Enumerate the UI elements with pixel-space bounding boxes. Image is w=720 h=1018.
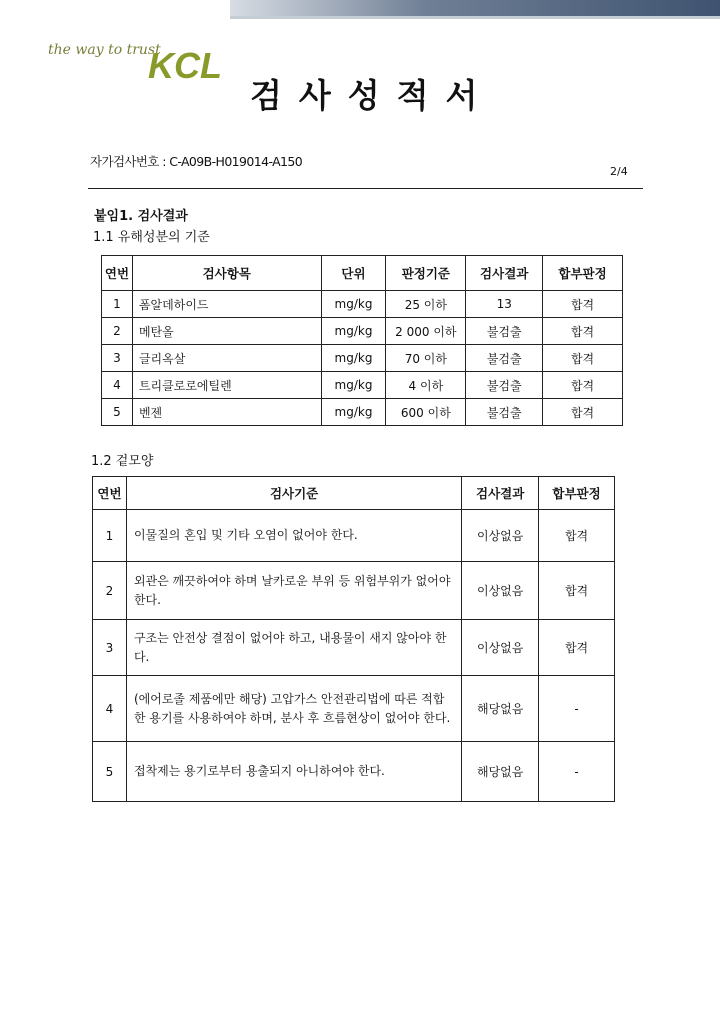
row-criterion: 600 이하 [386, 399, 466, 426]
row-verdict: 합격 [543, 318, 623, 345]
row-result: 불검출 [466, 345, 543, 372]
row-verdict: 합격 [543, 372, 623, 399]
row-no: 5 [102, 399, 133, 426]
row-result: 해당없음 [462, 742, 539, 802]
table-header-row [93, 477, 615, 510]
col-header-verdict: 합부판정 [539, 477, 615, 510]
cert-number-line [90, 152, 302, 170]
row-no: 1 [93, 510, 127, 562]
row-result: 해당없음 [462, 676, 539, 742]
table-row [102, 291, 623, 318]
row-unit: mg/kg [321, 345, 386, 372]
row-item: 메탄올 [132, 318, 321, 345]
row-result: 불검출 [466, 399, 543, 426]
header-bar [230, 0, 720, 16]
row-no: 2 [102, 318, 133, 345]
col-header-result: 검사결과 [466, 256, 543, 291]
row-item: 글리옥살 [132, 345, 321, 372]
col-header-verdict: 합부판정 [543, 256, 623, 291]
col-header-criterion: 판정기준 [386, 256, 466, 291]
col-header-no: 연번 [93, 477, 127, 510]
cert-label: 자가검사번호 : [90, 154, 166, 169]
table-row [102, 372, 623, 399]
row-result: 이상없음 [462, 510, 539, 562]
row-no: 3 [102, 345, 133, 372]
page-title: 검사성적서 [250, 76, 495, 115]
logo-tagline: the way to trust [48, 42, 161, 58]
row-criterion: 접착제는 용기로부터 용출되지 아니하여야 한다. [126, 742, 461, 802]
row-verdict: 합격 [539, 510, 615, 562]
attachment-title: 붙임1. 검사결과 [94, 209, 188, 224]
row-unit: mg/kg [321, 372, 386, 399]
row-criterion: 2 000 이하 [386, 318, 466, 345]
row-no: 5 [93, 742, 127, 802]
col-header-no: 연번 [102, 256, 133, 291]
header-bar-line [230, 16, 720, 19]
table-row [102, 345, 623, 372]
hazardous-substance-table [101, 255, 623, 426]
row-verdict: 합격 [543, 291, 623, 318]
row-no: 2 [93, 562, 127, 620]
table-row [102, 318, 623, 345]
row-criterion: 외관은 깨끗하여야 하며 날카로운 부위 등 위험부위가 없어야 한다. [126, 562, 461, 620]
col-header-result: 검사결과 [462, 477, 539, 510]
row-result: 이상없음 [462, 562, 539, 620]
header-divider [88, 188, 643, 189]
row-verdict: - [539, 676, 615, 742]
appearance-table [92, 476, 615, 802]
row-criterion: (에어로졸 제품에만 해당) 고압가스 안전관리법에 따른 적합한 용기를 사용하여야 하며, 분사 후 흐름현상이 없어야 한다. [126, 676, 461, 742]
row-no: 4 [102, 372, 133, 399]
row-item: 벤젠 [132, 399, 321, 426]
table-row [93, 676, 615, 742]
row-no: 4 [93, 676, 127, 742]
row-criterion: 70 이하 [386, 345, 466, 372]
row-result: 불검출 [466, 372, 543, 399]
page-number: 2/4 [610, 165, 628, 178]
row-verdict: 합격 [539, 620, 615, 676]
row-unit: mg/kg [321, 399, 386, 426]
row-result: 13 [466, 291, 543, 318]
col-header-unit: 단위 [321, 256, 386, 291]
table-row [93, 742, 615, 802]
row-no: 3 [93, 620, 127, 676]
row-result: 불검출 [466, 318, 543, 345]
col-header-criterion: 검사기준 [126, 477, 461, 510]
cert-number: C-A09B-H019014-A150 [169, 154, 303, 169]
row-unit: mg/kg [321, 318, 386, 345]
row-verdict: 합격 [543, 399, 623, 426]
row-criterion: 4 이하 [386, 372, 466, 399]
row-verdict: 합격 [543, 345, 623, 372]
table-row [102, 399, 623, 426]
row-no: 1 [102, 291, 133, 318]
table-row [93, 510, 615, 562]
row-verdict: 합격 [539, 562, 615, 620]
table-header-row [102, 256, 623, 291]
section2-title: 1.2 겉모양 [91, 454, 154, 469]
col-header-item: 검사항목 [132, 256, 321, 291]
row-criterion: 구조는 안전상 결점이 없어야 하고, 내용물이 새지 않아야 한다. [126, 620, 461, 676]
row-verdict: - [539, 742, 615, 802]
row-item: 트리클로로에틸렌 [132, 372, 321, 399]
row-result: 이상없음 [462, 620, 539, 676]
row-criterion: 이물질의 혼입 및 기타 오염이 없어야 한다. [126, 510, 461, 562]
section1-title: 1.1 유해성분의 기준 [93, 230, 210, 245]
table-row [93, 620, 615, 676]
table-row [93, 562, 615, 620]
logo-text: KCL [148, 45, 222, 86]
row-criterion: 25 이하 [386, 291, 466, 318]
row-item: 폼알데하이드 [132, 291, 321, 318]
row-unit: mg/kg [321, 291, 386, 318]
